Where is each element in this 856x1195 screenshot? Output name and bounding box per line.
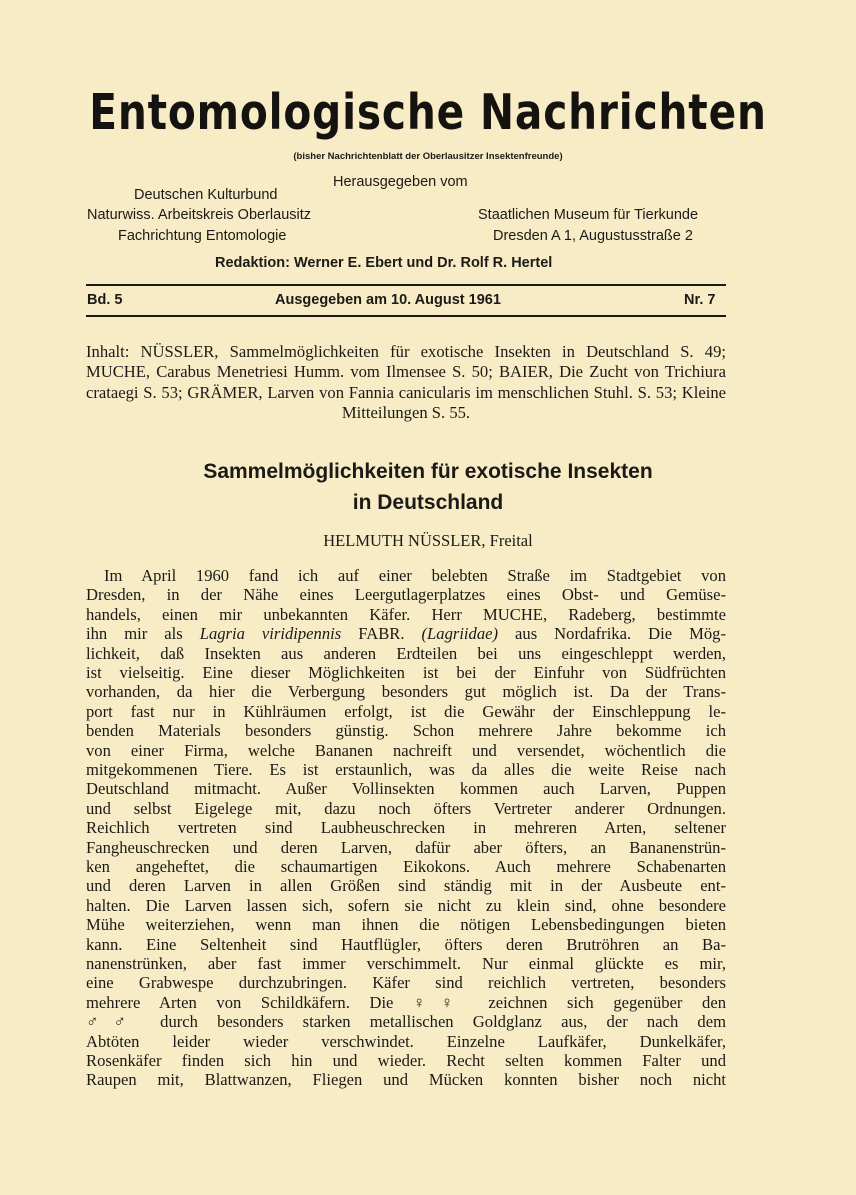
body-text-line: ♂♂ durch besonders starken metallischen Goldglanz aus, der nach dem xyxy=(86,1012,726,1032)
body-text-line: Dresden, in der Nähe eines Leergutlagerplatzes eines Obst- und Gemüse- xyxy=(86,585,726,605)
article-title-line: Sammelmöglichkeiten für exotische Insekten xyxy=(203,460,653,483)
body-text-line: Abtöten leider wieder verschwindet. Einzelne Laufkäfer, Dunkelkäfer, xyxy=(86,1031,726,1051)
left-publisher-line: Deutschen Kulturbund xyxy=(134,187,278,203)
body-text-line: eine Grabwespe durchzubringen. Käfer sind reichlich vertreten, besonders xyxy=(86,973,726,993)
right-publisher-line: Staatlichen Museum für Tierkunde xyxy=(478,207,699,223)
table-of-contents: Inhalt: NÜSSLER, Sammelmöglichkeiten für exotische Insekten in Deutschland S. 49; MUCHE, Carabus Menetriesi Humm. vom Ilmensee S. 50; BAIER, Die Zucht von Trichiura crataegi S. 53; GRÄMER, Larven von Fannia canicularis im menschlichen Stuhl. S. 53; Kleine Mitteilungen S. 55. xyxy=(86,342,726,423)
issue-date: Ausgegeben am 10. August 1961 xyxy=(275,292,501,308)
journal-subtitle: (bisher Nachrichtenblatt der Oberlausitzer Insektenfreunde) xyxy=(293,151,563,162)
body-text-line: Fangheuschrecken und deren Larven, dafür aber öfters, an Bananenstrün- xyxy=(86,837,726,857)
body-text-line: und deren Larven in allen Größen sind ständig mit in der Ausbeute ent- xyxy=(86,876,726,896)
body-text-line: halten. Die Larven lassen sich, sofern sie nicht zu klein sind, ohne besondere xyxy=(86,895,726,915)
body-text-line: Reichlich vertreten sind Laubheuschrecken in mehreren Arten, seltener xyxy=(86,818,726,838)
body-text-line: und selbst Eigelege mit, dazu noch öfters Vertreter anderer Ordnungen. xyxy=(86,798,726,818)
body-text-line: vorhanden, da hier die Verbergung besonders gut möglich ist. Da der Trans- xyxy=(86,682,726,702)
body-text-line: nanenstrünken, aber fast immer verschimmelt. Nur einmal glückte es mir, xyxy=(86,954,726,973)
right-publisher-line: Dresden A 1, Augustusstraße 2 xyxy=(493,228,693,244)
body-text-line: ken angeheftet, die schaumartigen Eikokons. Auch mehrere Schabenarten xyxy=(86,857,726,876)
top-rule xyxy=(86,284,726,286)
body-text-line: kann. Eine Seltenheit sind Hautflügler, öfters deren Brutröhren an Ba- xyxy=(86,934,726,954)
bottom-rule xyxy=(86,315,726,317)
body-text-line: Deutschland mitmacht. Außer Vollinsekten kommen auch Larven, Puppen xyxy=(86,779,726,799)
article-author: HELMUTH NÜSSLER, Freital xyxy=(323,531,533,550)
body-text-line: ihn mir als Lagria viridipennis FABR. (Lagriidae) aus Nordafrika. Die Mög- xyxy=(86,624,726,644)
body-text-line: benden Materials besonders günstig. Schon mehrere Jahre bekomme ich xyxy=(86,721,726,741)
issue-number: Nr. 7 xyxy=(684,292,716,308)
body-text-line: ist vielseitig. Eine dieser Möglichkeiten ist bei der Einfuhr von Südfrüchten xyxy=(86,663,726,682)
body-text-line: mitgekommenen Tiere. Es ist erstaunlich, was da alles die weite Reise nach xyxy=(86,760,726,779)
body-text-line: Im April 1960 fand ich auf einer belebten Straße im Stadtgebiet von xyxy=(104,566,726,585)
published-by: Herausgegeben vom xyxy=(333,174,468,190)
article-title-line: in Deutschland xyxy=(352,491,504,514)
body-text-line: lichkeit, daß Insekten aus anderen Erdteilen bei uns eingeschleppt werden, xyxy=(86,643,726,663)
body-text-line: port fast nur in Kühlräumen erfolgt, ist die Gewähr der Einschleppung le- xyxy=(86,701,726,721)
body-text-line: Mühe weiterziehen, wenn man ihnen die nötigen Lebensbedingungen bieten xyxy=(86,915,726,935)
body-text-line: mehrere Arten von Schildkäfern. Die ♀♀ zeichnen sich gegenüber den xyxy=(86,992,726,1012)
body-text-line: von einer Firma, welche Bananen nachreift und versendet, wöchentlich die xyxy=(86,740,726,760)
body-text-line: Rosenkäfer finden sich hin und wieder. Recht selten kommen Falter und xyxy=(86,1051,726,1070)
editors: Redaktion: Werner E. Ebert und Dr. Rolf R. Hertel xyxy=(215,255,553,271)
volume: Bd. 5 xyxy=(87,292,123,308)
journal-title: Entomologische Nachrichten xyxy=(89,84,767,141)
body-text-line: Raupen mit, Blattwanzen, Fliegen und Mücken konnten bisher noch nicht xyxy=(86,1070,726,1090)
left-publisher-line: Naturwiss. Arbeitskreis Oberlausitz xyxy=(87,207,312,223)
left-publisher-line: Fachrichtung Entomologie xyxy=(118,228,287,244)
body-text-line: handels, einen mir unbekannten Käfer. Herr MUCHE, Radeberg, bestimmte xyxy=(86,604,726,624)
